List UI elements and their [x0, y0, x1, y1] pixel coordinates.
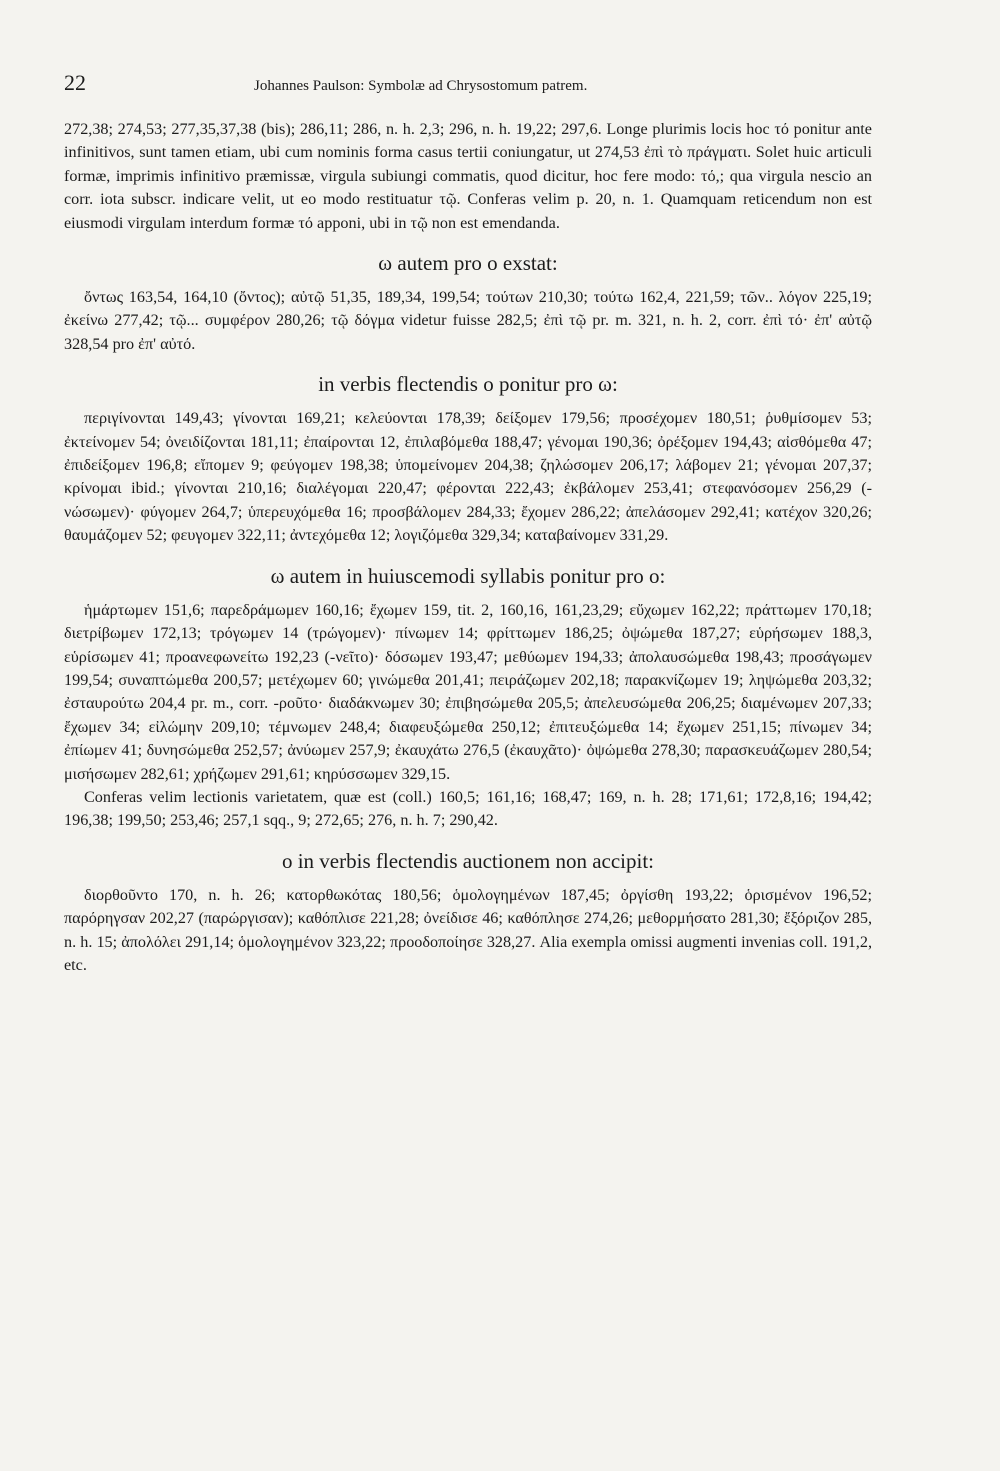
page-number: 22: [64, 70, 86, 95]
paragraph-2: ὄντως 163,54, 164,10 (ὄντος); αὐτῷ 51,35, 189,34, 199,54; τούτων 210,30; τούτω 162,4, 221,59; τῶν.. λόγον 225,19; ἐκείνω 277,42; τῷ... συμφέρον 280,26; τῷ δόγμα videtur fuisse 282,5; ἐπὶ τῷ pr. m. 321, n. h. 2, corr. ἐπὶ τό· ἐπ' αὐτῷ 328,54 pro ἐπ' αὐτό.: [64, 288, 872, 353]
section-heading-3: ω autem in huiuscemodi syllabis ponitur pro ο:: [270, 563, 666, 588]
paragraph-6: διορθοῦντο 170, n. h. 26; κατορθωκότας 180,56; ὁμολογημένων 187,45; ὀργίσθη 193,22; ὁρισμένον 196,52; παρόρηγσαν 202,27 (παρώργισαν); καθόπλισε 221,28; ὀνείδισε 46; καθόπλησε 274,26; μεθορμήσατο 281,30; ἔξόριζον 285, n. h. 15; ἀπολόλει 291,14; ὁμολογημένον 323,22; προοδοποίησε 328,27. Alia exempla omissi augmenti invenias coll. 191,2, etc.: [64, 885, 872, 974]
paragraph-1: 272,38; 274,53; 277,35,37,38 (bis); 286,11; 286, n. h. 2,3; 296, n. h. 19,22; 297,6. Longe plurimis locis hoc τό ponitur ante infinitivos, sunt tamen etiam, ubi cum nominis forma casus tertii coniungatur, ut 274,53 ἐπὶ τὸ πράγματι. Solet huic articuli formæ, imprimis infinitivo præmissæ, virgula subiungi commatis, quod dicitur, hoc fere modo: τό,; qua virgula nescio an corr. iota subscr. indicare velit, ut eo modo restituatur τῷ. Conferas velim p. 20, n. 1. Quamquam reticendum non est eiusmodi virgulam interdum formæ τό apponi, ubi in τῷ non est emendanda.: [64, 120, 872, 232]
section-heading-2: in verbis flectendis ο ponitur pro ω:: [318, 372, 618, 397]
running-header: [64, 70, 872, 96]
paragraph-5: Conferas velim lectionis varietatem, quæ est (coll.) 160,5; 161,16; 168,47; 169, n. h. 28; 171,61; 172,8,16; 194,42; 196,38; 199,50; 253,46; 257,1 sqq., 9; 272,65; 276, n. h. 7; 290,42.: [64, 787, 872, 830]
paragraph-3: περιγίνονται 149,43; γίνονται 169,21; κελεύονται 178,39; δείξομεν 179,56; προσέχομεν 180,51; ῥυθμίσομεν 53; ἐκτείνομεν 54; ὀνειδίζονται 181,11; ἐπαίρονται 12, ἐπιλαβόμεθα 188,47; γένομαι 190,36; ὀρέξομεν 194,43; αἰσθόμεθα 47; ἐπιδείξομεν 196,8; εἴπομεν 9; φεύγομεν 198,38; ὑπομείνομεν 204,38; ζηλώσομεν 206,17; λάβομεν 21; γένομαι 207,37; κρίνομαι ibid.; γίνονται 210,16; διαλέγομαι 220,47; φέρονται 222,43; ἐκβάλομεν 253,41; στεφανόσομεν 256,29 (-νώσωμεν)· φύγομεν 264,7; ὑπερευχόμεθα 16; προσβάλομεν 284,33; ἔχομεν 286,22; ἀπελάσομεν 292,41; κατέχον 320,26; θαυμάζομεν 52; φευγομεν 322,11; ἀντεχόμεθα 12; λογιζόμεθα 329,34; καταβαίνομεν 331,29.: [64, 409, 872, 545]
paragraph-4: ἡμάρτωμεν 151,6; παρεδράμωμεν 160,16; ἔχωμεν 159, tit. 2, 160,16, 161,23,29; εὔχωμεν 162,22; πράττωμεν 170,18; διετρίβωμεν 172,13; τρόγωμεν 14 (τρώγομεν)· πίνωμεν 14; φρίττωμεν 186,25; ὀψώμεθα 187,27; εὑρήσωμεν 188,3, εὑρίσωμεν 41; προανεφωνείτω 192,23 (-νεῖτο)· δόσωμεν 193,47; μεθύωμεν 194,33; ἀπολαυσώμεθα 198,43; προσάγωμεν 199,54; συναπτώμεθα 200,57; μετέχωμεν 60; γινώμεθα 201,41; πειράζωμεν 202,18; παρακνίζωμεν 19; ληψώμεθα 203,32; ἐσταυρούτω 204,4 pr. m., corr. -ροῦτο· διαδάκνωμεν 30; ἐπιβησώμεθα 205,5; ἀπελευσώμεθα 206,25; διαμένωμεν 207,33; ἔχωμεν 34; εἰλώμην 209,10; τέμνωμεν 248,4; διαφευξώμεθα 250,12; ἐπιτευξώμεθα 14; ἔχωμεν 251,15; πίνωμεν 34; ἐπίωμεν 41; δυνησώμεθα 252,57; ἀνύωμεν 257,9; ἐκαυχάτω 276,5 (ἐκαυχᾶτο)· ὀψώμεθα 278,30; παρασκευάζωμεν 280,54; μισήσωμεν 282,61; χρήζωμεν 291,61; κηρύσσωμεν 329,15.: [64, 600, 872, 783]
running-title: Johannes Paulson: Symbolæ ad Chrysostomum patrem.: [254, 78, 588, 94]
section-heading-4: ο in verbis flectendis auctionem non accipit:: [281, 848, 655, 873]
section-heading-1: ω autem pro ο exstat:: [378, 251, 558, 276]
